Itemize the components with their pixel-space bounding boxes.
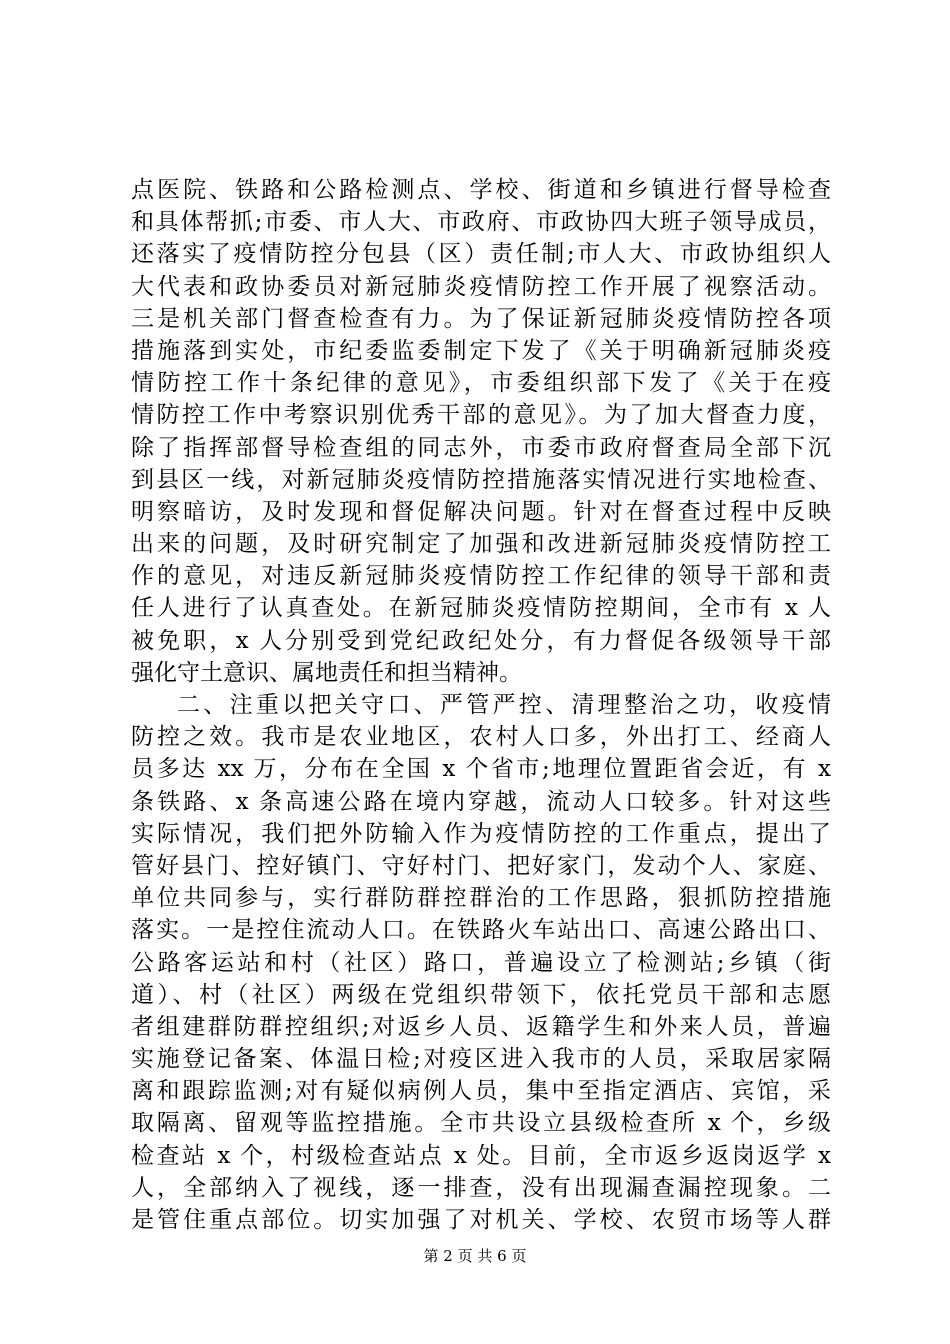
text-line: 人，全部纳入了视线，逐一排查，没有出现漏查漏控现象。二 <box>131 1174 831 1201</box>
text-line: 道）、村（社区）两级在党组织带领下，依托党员干部和志愿 <box>131 981 831 1008</box>
text-line: 被免职，x 人分别受到党纪政纪处分，有力督促各级领导干部 <box>131 627 831 654</box>
text-line: 情防控工作中考察识别优秀干部的意见》。为了加大督查力度， <box>131 402 831 429</box>
text-line: 实施登记备案、体温日检;对疫区进入我市的人员，采取居家隔 <box>131 1046 831 1073</box>
text-line: 任人进行了认真查处。在新冠肺炎疫情防控期间，全市有 x 人 <box>131 595 831 622</box>
text-line: 防控之效。我市是农业地区，农村人口多，外出打工、经商人 <box>131 724 831 751</box>
text-line: 和具体帮抓;市委、市人大、市政府、市政协四大班子领导成员， <box>131 209 831 236</box>
text-line: 检查站 x 个，村级检查站点 x 处。目前，全市返乡返岗返学 x <box>131 1142 831 1169</box>
text-line: 条铁路、x 条高速公路在境内穿越，流动人口较多。针对这些 <box>131 788 831 815</box>
text-line: 实际情况，我们把外防输入作为疫情防控的工作重点，提出了 <box>131 820 831 847</box>
text-line: 是管住重点部位。切实加强了对机关、学校、农贸市场等人群 <box>131 1207 831 1233</box>
paragraph-first-line: 二、注重以把关守口、严管严控、清理整治之功，收疫情 <box>177 692 831 718</box>
text-line: 出来的问题，及时研究制定了加强和改进新冠肺炎疫情防控工 <box>131 531 831 558</box>
text-line: 员多达 xx 万，分布在全国 x 个省市;地理位置距省会近，有 x <box>131 756 831 783</box>
text-line: 明察暗访，及时发现和督促解决问题。针对在督查过程中反映 <box>131 498 831 525</box>
text-line: 大代表和政协委员对新冠肺炎疫情防控工作开展了视察活动。 <box>131 273 831 300</box>
text-line: 点医院、铁路和公路检测点、学校、街道和乡镇进行督导检查 <box>131 177 831 203</box>
text-line: 者组建群防群控组织;对返乡人员、返籍学生和外来人员，普遍 <box>131 1013 831 1040</box>
text-line: 还落实了疫情防控分包县（区）责任制;市人大、市政协组织人 <box>131 241 831 268</box>
text-line: 强化守土意识、属地责任和担当精神。 <box>131 659 522 686</box>
text-line: 离和跟踪监测;对有疑似病例人员，集中至指定酒店、宾馆，采 <box>131 1078 831 1105</box>
page-number-footer: 第 2 页 共 6 页 <box>423 1247 527 1265</box>
text-line: 公路客运站和村（社区）路口，普遍设立了检测站;乡镇（街 <box>131 949 831 976</box>
text-line: 管好县门、控好镇门、守好村门、把好家门，发动个人、家庭、 <box>131 852 831 879</box>
text-line: 单位共同参与，实行群防群控群治的工作思路，狠抓防控措施 <box>131 885 831 912</box>
body-text <box>131 174 831 1236</box>
text-line: 三是机关部门督查检查有力。为了保证新冠肺炎疫情防控各项 <box>131 305 831 332</box>
text-line: 取隔离、留观等监控措施。全市共设立县级检查所 x 个，乡级 <box>131 1110 831 1137</box>
text-line: 作的意见，对违反新冠肺炎疫情防控工作纪律的领导干部和责 <box>131 563 831 590</box>
text-line: 措施落到实处，市纪委监委制定下发了《关于明确新冠肺炎疫 <box>131 337 831 364</box>
text-line: 到县区一线，对新冠肺炎疫情防控措施落实情况进行实地检查、 <box>131 466 831 493</box>
text-line: 落实。一是控住流动人口。在铁路火车站出口、高速公路出口、 <box>131 917 831 944</box>
text-line: 除了指挥部督导检查组的同志外，市委市政府督查局全部下沉 <box>131 434 831 461</box>
text-line: 情防控工作十条纪律的意见》，市委组织部下发了《关于在疫 <box>131 370 831 397</box>
